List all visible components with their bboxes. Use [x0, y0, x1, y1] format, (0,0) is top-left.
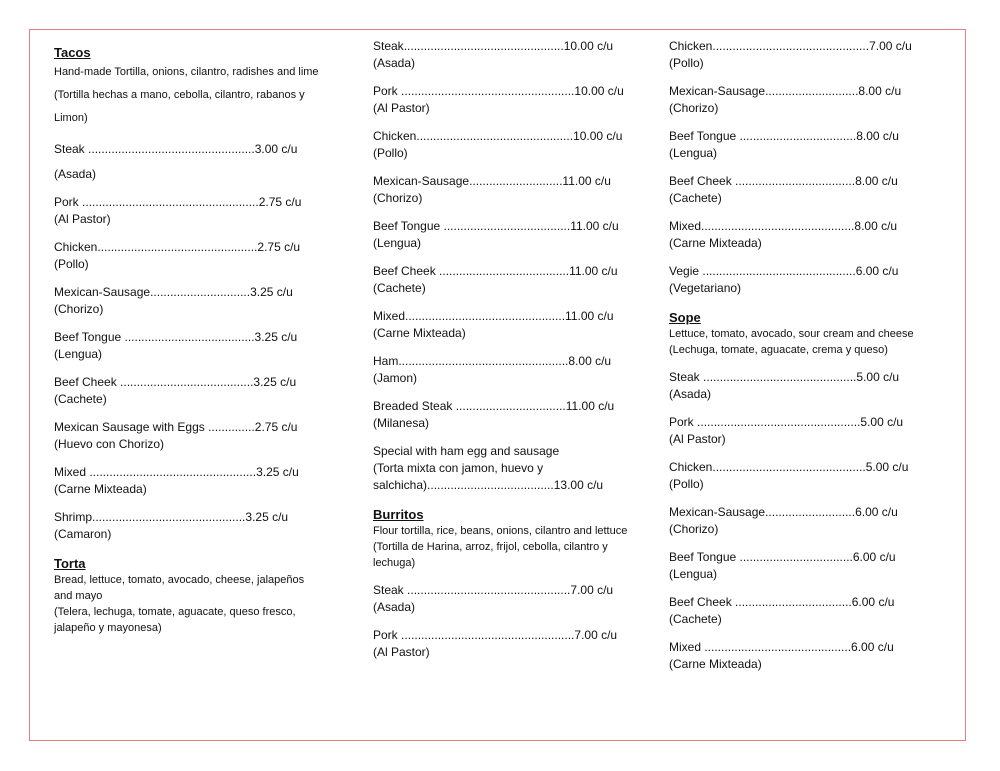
sope-description: [669, 326, 929, 358]
menu-item: [669, 128, 929, 162]
menu-item-name: Pork: [669, 415, 694, 429]
menu-item: [373, 627, 628, 661]
menu-item-line: [54, 239, 324, 256]
menu-item-name: Mixed: [54, 465, 87, 479]
menu-item-price: 3.00 c/u: [254, 142, 298, 156]
menu-item-translation: (Chorizo): [669, 101, 719, 115]
burritos-title: Burritos: [373, 507, 424, 522]
menu-item-name: Beef Tongue: [669, 550, 737, 564]
menu-item-translation: (Asada): [669, 387, 712, 401]
menu-item-dots: .......................................: [435, 264, 570, 278]
menu-item-price: 13.00 c/u: [553, 478, 604, 492]
menu-item-name: Steak: [54, 142, 85, 156]
torta-section: [54, 555, 324, 636]
menu-item-translation: (Lengua): [669, 567, 718, 581]
menu-item-line: [54, 284, 324, 301]
menu-item-name: Special with ham egg and sausage: [373, 444, 560, 458]
menu-item-translation: (Al Pastor): [373, 645, 430, 659]
burritos-desc-es: (Tortilla de Harina, arroz, frijol, cebolla, cilantro y lechuga): [373, 541, 608, 569]
menu-item-name: Chicken: [669, 460, 713, 474]
menu-item-dots: .................................................: [693, 415, 861, 429]
tacos-description: [54, 61, 324, 130]
menu-item-translation: (Asada): [54, 167, 97, 181]
burritos-desc-en: Flour tortilla, rice, beans, onions, cilantro and lettuce: [373, 525, 628, 537]
menu-item: [54, 329, 324, 363]
menu-item-price: 8.00 c/u: [855, 174, 898, 188]
burritos-section: [373, 506, 628, 661]
menu-item-dots: ..............................: [150, 285, 251, 299]
menu-item-dots: ..................................................: [86, 465, 257, 479]
burritos-item-list-continued: [669, 38, 929, 297]
menu-item-name: Mixed: [373, 309, 406, 323]
menu-item: [373, 83, 628, 117]
menu-item-name: Pork: [373, 84, 398, 98]
sope-title: Sope: [669, 310, 701, 325]
menu-item-name: Beef Tongue: [669, 129, 737, 143]
menu-item-translation: (Pollo): [669, 477, 704, 491]
menu-item-line: [373, 173, 628, 190]
special-sub-text: (Torta mixta con jamon, huevo y salchicha): [373, 461, 544, 492]
menu-item-price: 8.00 c/u: [568, 354, 612, 368]
menu-item-line: [669, 594, 929, 611]
menu-item: [373, 128, 628, 162]
menu-item: [373, 263, 628, 297]
menu-item-line: [373, 263, 628, 280]
tacos-desc-en: Hand-made Tortilla, onions, cilantro, radishes and lime: [54, 66, 319, 78]
menu-item-name: Steak: [373, 583, 404, 597]
sope-item-list: [669, 369, 929, 673]
menu-item-price: 5.00 c/u: [865, 460, 909, 474]
menu-item-line: [669, 38, 929, 55]
menu-item-translation: (Lengua): [373, 236, 422, 250]
tacos-item-list: [54, 141, 324, 543]
menu-item-dots: ...................................................: [398, 354, 569, 368]
sope-desc-en: Lettuce, tomato, avocado, sour cream and cheese: [669, 328, 914, 340]
menu-item-dots: ............................................: [701, 640, 852, 654]
menu-item: [373, 398, 628, 432]
menu-item-name: Beef Cheek: [669, 595, 732, 609]
menu-item-dots: ......................................: [427, 478, 554, 492]
menu-item-price: 3.25 c/u: [256, 465, 299, 479]
menu-item-line: [54, 509, 324, 526]
menu-item-name: Vegie: [669, 264, 700, 278]
menu-item-name: Pork: [373, 628, 398, 642]
menu-item-dots: ......................................: [440, 219, 571, 233]
menu-item: [373, 218, 628, 252]
torta-desc-es: (Telera, lechuga, tomate, aguacate, queso fresco, jalapeño y mayonesa): [54, 606, 296, 634]
menu-item: [54, 419, 324, 453]
burritos-description: [373, 523, 628, 571]
menu-item-line: [373, 582, 628, 599]
menu-item-name: Mexican-Sausage: [669, 84, 766, 98]
menu-item-line: [373, 353, 628, 370]
menu-item-price: 8.00 c/u: [858, 84, 902, 98]
menu-item-dots: ................................................: [97, 240, 258, 254]
menu-item-line: [54, 329, 324, 346]
menu-item-translation: (Pollo): [373, 146, 408, 160]
menu-item-price: 11.00 c/u: [565, 399, 615, 413]
menu-item-price: 3.25 c/u: [250, 285, 293, 299]
menu-item-price: 7.00 c/u: [574, 628, 618, 642]
menu-item: [669, 263, 929, 297]
menu-item-line: [373, 128, 628, 145]
menu-item-line: [669, 639, 929, 656]
torta-title: Torta: [54, 556, 86, 571]
menu-item-price: 8.00 c/u: [854, 219, 898, 233]
menu-item-translation: (Carne Mixteada): [669, 657, 762, 671]
menu-item-translation: (Al Pastor): [373, 101, 430, 115]
menu-item-price: 11.00 c/u: [565, 309, 614, 323]
menu-item-translation: (Asada): [373, 600, 416, 614]
menu-item-translation: (Vegetariano): [669, 281, 742, 295]
menu-item: [669, 639, 929, 673]
menu-item-dots: ...........................: [765, 505, 856, 519]
menu-item-translation: (Cachete): [373, 281, 426, 295]
menu-item: [669, 594, 929, 628]
menu-item-translation: (Chorizo): [54, 302, 104, 316]
menu-item-line: [373, 38, 628, 55]
menu-item-line: [373, 83, 628, 100]
menu-item-line: [373, 627, 628, 644]
menu-item-special: [373, 443, 628, 494]
tacos-section: [54, 44, 324, 543]
menu-item-line: [54, 419, 324, 436]
menu-item-price: 10.00 c/u: [573, 129, 623, 143]
menu-item: [669, 38, 929, 72]
sope-desc-es: (Lechuga, tomate, aguacate, crema y queso): [669, 344, 888, 356]
menu-item-name: Mixed: [669, 640, 702, 654]
menu-item: [373, 308, 628, 342]
menu-item-dots: ..............: [204, 420, 255, 434]
menu-item-line: [669, 173, 929, 190]
menu-item-price: 11.00 c/u: [570, 219, 619, 233]
menu-item-line: [669, 504, 929, 521]
menu-item-price: 11.00 c/u: [562, 174, 611, 188]
menu-item-translation: (Al Pastor): [669, 432, 726, 446]
menu-item-dots: .................................................: [403, 583, 571, 597]
menu-item-dots: ............................: [469, 174, 563, 188]
menu-item-dots: ..................................: [736, 550, 853, 564]
menu-item-line: [669, 218, 929, 235]
menu-item-dots: ................................................: [405, 309, 566, 323]
menu-item-price: 2.75 c/u: [254, 420, 298, 434]
menu-item-translation: (Pollo): [669, 56, 704, 70]
menu-item-line: [54, 141, 324, 158]
menu-item-price: 6.00 c/u: [851, 595, 895, 609]
menu-item-price: 5.00 c/u: [860, 415, 904, 429]
menu-item: [669, 504, 929, 538]
menu-item-translation: (Carne Mixteada): [669, 236, 762, 250]
menu-item-price: 3.25 c/u: [253, 375, 297, 389]
menu-item-translation: (Jamon): [373, 371, 418, 385]
menu-item-line: [373, 218, 628, 235]
menu-item-line: [669, 414, 929, 431]
menu-item: [373, 582, 628, 616]
menu-item-dots: ................................................: [403, 39, 564, 53]
menu-item: [54, 141, 324, 183]
menu-item-dots: ........................................: [116, 375, 254, 389]
menu-item-line: [669, 83, 929, 100]
menu-item-translation: (Cachete): [669, 612, 722, 626]
menu-item-dots: .......................................: [121, 330, 255, 344]
menu-item: [669, 459, 929, 493]
menu-item-dots: ..............................................: [712, 460, 866, 474]
menu-item: [54, 284, 324, 318]
menu-item: [54, 374, 324, 408]
menu-item-name: Ham: [373, 354, 399, 368]
torta-description: [54, 572, 324, 636]
menu-item-name: Mixed: [669, 219, 702, 233]
menu-item-price: 6.00 c/u: [855, 264, 899, 278]
menu-item-translation: (Cachete): [669, 191, 722, 205]
menu-item-translation: (Lengua): [669, 146, 718, 160]
menu-item-price: 6.00 c/u: [852, 550, 896, 564]
menu-item-price: 6.00 c/u: [855, 505, 898, 519]
menu-item: [669, 83, 929, 117]
torta-item-list: [373, 38, 628, 432]
menu-item-line: [54, 464, 324, 481]
menu-column-1: [54, 44, 324, 636]
menu-item-price: 3.25 c/u: [254, 330, 298, 344]
menu-item-price: 6.00 c/u: [851, 640, 894, 654]
menu-item-line: [669, 263, 929, 280]
menu-item-name: Beef Cheek: [54, 375, 117, 389]
menu-item-translation: (Chorizo): [669, 522, 719, 536]
menu-item-translation: (Asada): [373, 56, 416, 70]
torta-desc-en: Bread, lettuce, tomato, avocado, cheese, jalapeños and mayo: [54, 574, 305, 602]
menu-item-price: 7.00 c/u: [570, 583, 614, 597]
menu-item-dots: ............................: [765, 84, 859, 98]
menu-item-line: [669, 549, 929, 566]
menu-item-price: 10.00 c/u: [574, 84, 624, 98]
menu-item-dots: .....................................................: [78, 195, 259, 209]
menu-item-line: [669, 128, 929, 145]
menu-item-translation: (Carne Mixteada): [373, 326, 466, 340]
menu-item-name: Mexican-Sausage: [373, 174, 470, 188]
menu-item-name: Pork: [54, 195, 79, 209]
menu-item-translation: [373, 460, 628, 494]
menu-item-dots: ..................................................: [84, 142, 255, 156]
menu-item-dots: ..............................................: [699, 264, 856, 278]
menu-item-price: 2.75 c/u: [257, 240, 301, 254]
menu-item-price: 11.00 c/u: [569, 264, 618, 278]
menu-item-name: Breaded Steak: [373, 399, 453, 413]
menu-item-line: [373, 398, 628, 415]
menu-item-price: 10.00 c/u: [563, 39, 614, 53]
menu-item: [54, 194, 324, 228]
menu-item-translation: (Milanesa): [373, 416, 430, 430]
menu-item-name: Mexican-Sausage: [669, 505, 766, 519]
menu-item-dots: ...............................................: [712, 39, 870, 53]
menu-item-name: Chicken: [669, 39, 713, 53]
menu-item-name: Beef Tongue: [373, 219, 441, 233]
menu-item-price: 5.00 c/u: [856, 370, 900, 384]
menu-item-translation: (Carne Mixteada): [54, 482, 147, 496]
menu-item-name: Beef Cheek: [373, 264, 436, 278]
menu-item: [54, 509, 324, 543]
menu-item-translation: (Al Pastor): [54, 212, 111, 226]
menu-item: [669, 549, 929, 583]
menu-column-3: [669, 38, 929, 673]
tacos-desc-es: (Tortilla hechas a mano, cebolla, cilantro, rabanos y Limon): [54, 89, 305, 124]
burritos-item-list: [373, 582, 628, 661]
menu-item-name: Steak: [373, 39, 404, 53]
menu-item-name: Chicken: [373, 129, 417, 143]
menu-item: [373, 353, 628, 387]
menu-item-dots: ....................................: [731, 174, 856, 188]
menu-item-price: 2.75 c/u: [258, 195, 302, 209]
menu-item-name: Shrimp: [54, 510, 93, 524]
menu-column-2: [373, 38, 628, 661]
menu-item-dots: ..............................................: [699, 370, 857, 384]
menu-item-dots: ....................................................: [397, 628, 575, 642]
menu-item: [669, 173, 929, 207]
menu-item: [373, 173, 628, 207]
menu-item-translation: (Camaron): [54, 527, 112, 541]
menu-item-name: Beef Tongue: [54, 330, 122, 344]
menu-item-translation: (Huevo con Chorizo): [54, 437, 165, 451]
sope-section: [669, 309, 929, 673]
menu-item: [669, 414, 929, 448]
menu-item-dots: ....................................................: [397, 84, 575, 98]
menu-item-translation: (Lengua): [54, 347, 103, 361]
menu-item: [373, 38, 628, 72]
menu-item-translation: (Chorizo): [373, 191, 423, 205]
menu-item: [669, 369, 929, 403]
menu-item-dots: ..............................................: [92, 510, 246, 524]
menu-item-name: Chicken: [54, 240, 98, 254]
menu-item-dots: ...............................................: [416, 129, 574, 143]
menu-item-line: [54, 194, 324, 211]
menu-item-line: [54, 374, 324, 391]
menu-item-translation: (Pollo): [54, 257, 89, 271]
tacos-title: Tacos: [54, 45, 91, 60]
menu-item-price: 3.25 c/u: [245, 510, 289, 524]
menu-item-name: Mexican Sausage with Eggs: [54, 420, 205, 434]
menu-item-name: Steak: [669, 370, 700, 384]
menu-item-line: [669, 369, 929, 386]
menu-item-line: [373, 308, 628, 325]
menu-item: [669, 218, 929, 252]
menu-item-dots: ..............................................: [701, 219, 855, 233]
menu-item-translation: (Cachete): [54, 392, 107, 406]
menu-item-line: [669, 459, 929, 476]
menu-item-name: Beef Cheek: [669, 174, 732, 188]
menu-item-dots: ...................................: [736, 129, 857, 143]
menu-item-price: 7.00 c/u: [869, 39, 912, 53]
menu-item: [54, 239, 324, 273]
menu-item-dots: .................................: [452, 399, 566, 413]
menu-item: [54, 464, 324, 498]
menu-item-price: 8.00 c/u: [856, 129, 899, 143]
menu-item-dots: ...................................: [731, 595, 852, 609]
menu-item-name: Mexican-Sausage: [54, 285, 151, 299]
